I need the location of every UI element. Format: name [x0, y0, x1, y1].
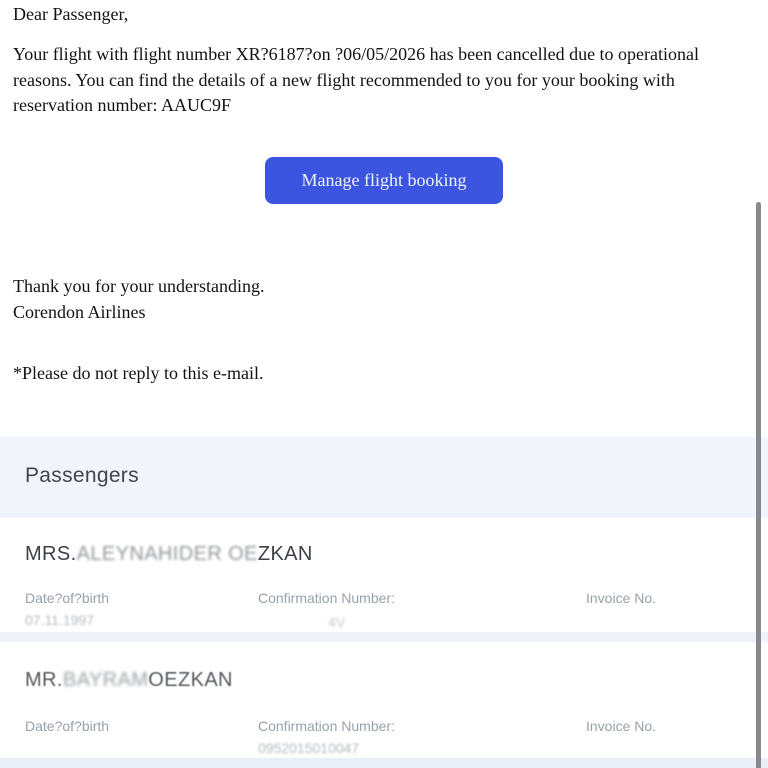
passenger-1-name-suffix: ZKAN: [257, 543, 313, 565]
passenger-1-confirmation-value: 4V: [328, 614, 346, 630]
email-closing: [13, 273, 264, 325]
email-paragraph: Your flight with flight number XR?6187?on ?06/05/2026 has been cancelled due to operational reasons. You can find the details of a new flight recommended to you for your booking with reservation number: AAUC9F: [13, 44, 700, 115]
passengers-section-title: Passengers: [25, 464, 139, 487]
passenger-2-invoice-label: Invoice No.: [586, 718, 657, 734]
passenger-2-name-suffix: OEZKAN: [148, 669, 233, 691]
bottom-section-band: [0, 758, 768, 768]
manage-flight-booking-button[interactable]: Manage flight booking: [265, 157, 504, 204]
passenger-2-confirmation-value: 0952015010047: [258, 740, 360, 756]
passenger-2-name-redacted: BAYRAM: [62, 669, 149, 691]
passenger-1-dob-label: Date?of?birth: [25, 590, 110, 606]
passengers-section-header: [0, 437, 768, 518]
passenger-2-name: [25, 669, 233, 692]
passenger-1-name-prefix: MRS.: [25, 543, 77, 565]
passenger-1-invoice-label: Invoice No.: [586, 590, 657, 606]
passenger-1-name: [25, 543, 313, 566]
button-row: [0, 157, 768, 204]
vertical-scrollbar-thumb[interactable]: [756, 202, 761, 768]
closing-line-signature: Corendon Airlines: [13, 302, 146, 322]
email-greeting: Dear Passenger,: [13, 4, 129, 24]
closing-line-thanks: Thank you for your understanding.: [13, 276, 265, 296]
passenger-2-dob-label: Date?of?birth: [25, 718, 110, 734]
passenger-1-name-redacted: ALEYNAHIDER OE: [76, 543, 258, 565]
passenger-1-dob-value: 07.11.1997: [25, 612, 95, 628]
no-reply-footnote: *Please do not reply to this e-mail.: [13, 363, 264, 383]
passenger-2-confirmation-label: Confirmation Number:: [258, 718, 395, 734]
passenger-1-confirmation-label: Confirmation Number:: [258, 590, 395, 606]
passenger-2-name-prefix: MR.: [25, 669, 63, 691]
passenger-divider: [0, 632, 768, 642]
